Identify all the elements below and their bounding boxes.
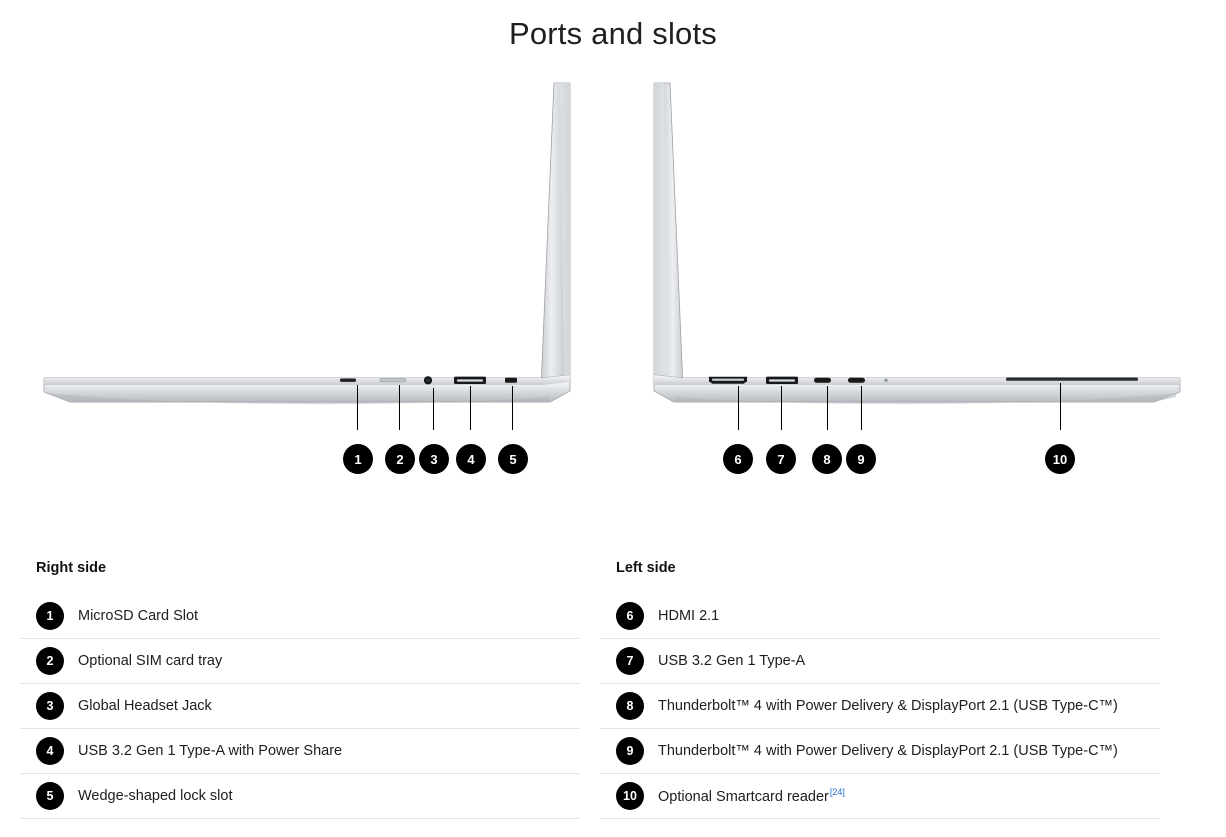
legend-label-5: Wedge-shaped lock slot (78, 788, 233, 804)
legend-label-3: Global Headset Jack (78, 698, 212, 714)
leader-line-10 (1060, 383, 1061, 430)
leader-line-4 (470, 386, 471, 430)
callout-5: 5 (498, 444, 528, 474)
legend-right-heading: Right side (36, 560, 107, 576)
footnote-link-24[interactable]: [24] (829, 787, 845, 798)
callout-1: 1 (343, 444, 373, 474)
legend-label-10-text: Optional Smartcard reader (658, 788, 829, 805)
legend-right-side (20, 560, 580, 819)
legend-left-heading: Left side (616, 560, 676, 576)
callout-6: 6 (723, 444, 753, 474)
callout-4: 4 (456, 444, 486, 474)
legend-item-6 (600, 594, 1160, 639)
legend-item-10 (600, 774, 1160, 819)
legend-item-7 (600, 639, 1160, 684)
legend-left-side (600, 560, 1160, 819)
leader-line-2 (399, 385, 400, 430)
legend-item-2 (20, 639, 580, 684)
leader-line-9 (861, 386, 862, 430)
callout-10: 10 (1045, 444, 1075, 474)
leader-line-8 (827, 386, 828, 430)
callout-2: 2 (385, 444, 415, 474)
legend-badge-6: 6 (616, 602, 644, 630)
legend-item-4 (20, 729, 580, 774)
legend-badge-9: 9 (616, 737, 644, 765)
legend-badge-3: 3 (36, 692, 64, 720)
legend-badge-2: 2 (36, 647, 64, 675)
leader-line-5 (512, 386, 513, 430)
legend-badge-8: 8 (616, 692, 644, 720)
legend-label-8: Thunderbolt™ 4 with Power Delivery & DisplayPort 2.1 (USB Type-C™) (658, 698, 1118, 714)
leader-line-3 (433, 388, 434, 430)
legend-item-9 (600, 729, 1160, 774)
laptop-left-side-illustration (634, 75, 1194, 415)
legend-label-6: HDMI 2.1 (658, 608, 720, 624)
legend-badge-5: 5 (36, 782, 64, 810)
legend-label-7: USB 3.2 Gen 1 Type-A (658, 653, 806, 669)
legend-label-4: USB 3.2 Gen 1 Type-A with Power Share (78, 743, 343, 759)
callout-7: 7 (766, 444, 796, 474)
legend-item-5 (20, 774, 580, 819)
legend-item-3 (20, 684, 580, 729)
legend-label-9: Thunderbolt™ 4 with Power Delivery & DisplayPort 2.1 (USB Type-C™) (658, 743, 1118, 759)
callout-8: 8 (812, 444, 842, 474)
legend-label-1: MicroSD Card Slot (78, 608, 199, 624)
page-title: Ports and slots (508, 16, 718, 51)
callout-9: 9 (846, 444, 876, 474)
legend-item-8 (600, 684, 1160, 729)
callout-3: 3 (419, 444, 449, 474)
leader-line-1 (357, 385, 358, 430)
legend-item-1 (20, 594, 580, 639)
legend-badge-10: 10 (616, 782, 644, 810)
leader-line-6 (738, 386, 739, 430)
legend-badge-7: 7 (616, 647, 644, 675)
legend-label-2: Optional SIM card tray (78, 653, 223, 669)
legend-badge-1: 1 (36, 602, 64, 630)
legend-label-10 (658, 787, 845, 805)
leader-line-7 (781, 386, 782, 430)
legend-badge-4: 4 (36, 737, 64, 765)
laptop-right-side-illustration (30, 75, 590, 415)
